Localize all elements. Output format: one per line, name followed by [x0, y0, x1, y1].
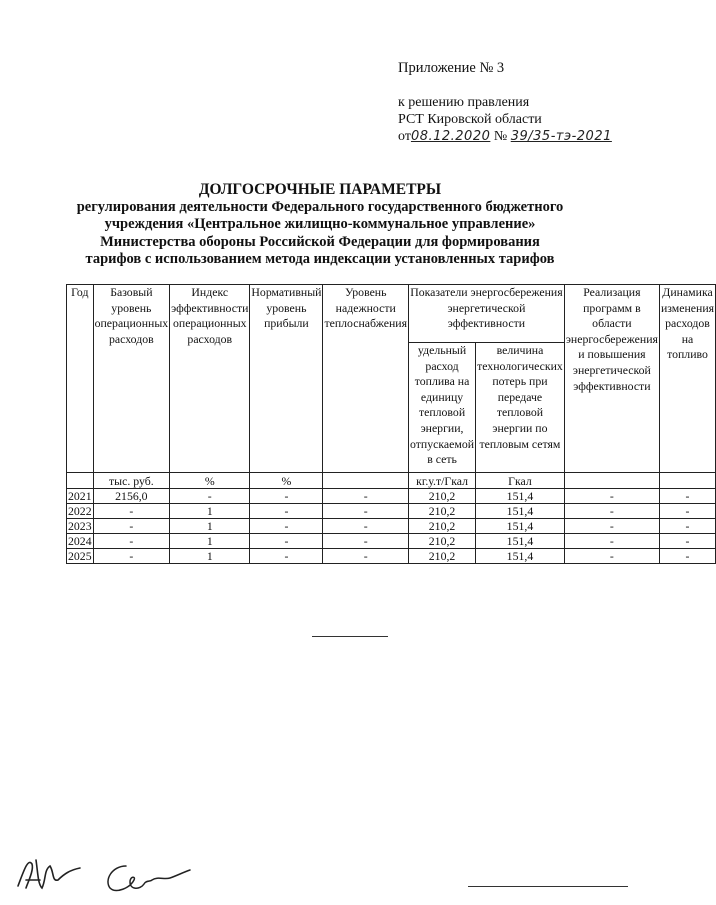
- document-title: [0, 181, 640, 269]
- unit-dynamics: [659, 473, 715, 489]
- table-row: [67, 489, 716, 504]
- table-row: [67, 519, 716, 534]
- cell-reliability: -: [323, 534, 409, 549]
- cell-dynamics: -: [659, 504, 715, 519]
- cell-loss: 151,4: [476, 549, 565, 564]
- title-line-1: ДОЛГОСРОЧНЫЕ ПАРАМЕТРЫ: [198, 181, 442, 198]
- cell-loss: 151,4: [476, 519, 565, 534]
- bottom-rule: [468, 886, 628, 887]
- header-energy-group: Показатели энергосбережения энергетической эффективности: [409, 285, 565, 343]
- unit-fuel: кг.у.т/Гкал: [409, 473, 476, 489]
- header-reliability: Уровень надежности теплоснабжения: [323, 285, 409, 473]
- cell-index: 1: [170, 504, 250, 519]
- cell-base: 2156,0: [93, 489, 170, 504]
- decision-reference: [398, 94, 612, 145]
- cell-dynamics: -: [659, 549, 715, 564]
- cell-programs: -: [564, 489, 659, 504]
- cell-norm: -: [250, 504, 323, 519]
- table-row: [67, 504, 716, 519]
- header-heat-losses: величина технологических потерь при передаче тепловой энергии по тепловым сетям: [476, 343, 565, 473]
- unit-loss: Гкал: [476, 473, 565, 489]
- decision-line-2: РСТ Кировской области: [398, 112, 542, 127]
- signature-1: [14, 850, 84, 894]
- cell-reliability: -: [323, 489, 409, 504]
- cell-fuel: 210,2: [409, 519, 476, 534]
- cell-fuel: 210,2: [409, 534, 476, 549]
- unit-index: %: [170, 473, 250, 489]
- unit-year: [67, 473, 94, 489]
- closing-divider: [312, 636, 388, 637]
- table-row: [67, 549, 716, 564]
- decision-date-line: [398, 128, 612, 145]
- signature-2: [100, 858, 192, 898]
- cell-index: 1: [170, 519, 250, 534]
- unit-reliability: [323, 473, 409, 489]
- cell-dynamics: -: [659, 519, 715, 534]
- cell-norm: -: [250, 519, 323, 534]
- table-row: [67, 534, 716, 549]
- cell-base: -: [93, 504, 170, 519]
- cell-fuel: 210,2: [409, 549, 476, 564]
- cell-programs: -: [564, 504, 659, 519]
- header-year: Год: [67, 285, 94, 473]
- unit-base: тыс. руб.: [93, 473, 170, 489]
- cell-reliability: -: [323, 519, 409, 534]
- number-prefix: №: [493, 129, 508, 144]
- cell-fuel: 210,2: [409, 489, 476, 504]
- cell-programs: -: [564, 534, 659, 549]
- cell-base: -: [93, 534, 170, 549]
- date-prefix: от: [398, 129, 411, 144]
- cell-index: 1: [170, 549, 250, 564]
- cell-norm: -: [250, 549, 323, 564]
- cell-fuel: 210,2: [409, 504, 476, 519]
- cell-reliability: -: [323, 549, 409, 564]
- header-programs: Реализация программ в области энергосбережения и повышения энергетической эффективности: [564, 285, 659, 473]
- cell-dynamics: -: [659, 489, 715, 504]
- cell-year: 2025: [68, 548, 92, 563]
- title-line-4: Министерства обороны Российской Федерации для формирования: [100, 233, 540, 250]
- cell-year: 2024: [68, 533, 92, 548]
- cell-dynamics: -: [659, 534, 715, 549]
- cell-programs: -: [564, 519, 659, 534]
- cell-norm: -: [250, 489, 323, 504]
- cell-programs: -: [564, 549, 659, 564]
- appendix-number: Приложение № 3: [398, 60, 505, 76]
- cell-loss: 151,4: [476, 504, 565, 519]
- cell-norm: -: [250, 534, 323, 549]
- cell-loss: 151,4: [476, 534, 565, 549]
- title-line-3: учреждения «Центральное жилищно-коммунальное управление»: [104, 216, 536, 232]
- cell-index: 1: [170, 534, 250, 549]
- unit-programs: [564, 473, 659, 489]
- decision-number: 39/35-тэ-2021: [510, 129, 612, 144]
- header-normative-profit: Нормативный уровень прибыли: [250, 285, 323, 473]
- cell-year: 2023: [68, 518, 92, 533]
- cell-loss: 151,4: [476, 489, 565, 504]
- cell-index: -: [170, 489, 250, 504]
- header-base-opex: Базовый уровень операционных расходов: [93, 285, 170, 473]
- cell-base: -: [93, 549, 170, 564]
- cell-reliability: -: [323, 504, 409, 519]
- cell-base: -: [93, 519, 170, 534]
- cell-year: 2021: [68, 488, 92, 503]
- header-fuel-dynamics: Динамика изменения расходов на топливо: [659, 285, 715, 473]
- table-header-row: [67, 285, 716, 343]
- decision-line-1: к решению правления: [398, 95, 530, 110]
- parameters-table: [66, 284, 716, 564]
- decision-date: 08.12.2020: [410, 129, 491, 144]
- title-line-2: регулирования деятельности Федерального государственного бюджетного: [76, 198, 564, 215]
- units-row: [67, 473, 716, 489]
- cell-year: 2022: [68, 503, 92, 518]
- unit-norm: %: [250, 473, 323, 489]
- title-line-5: тарифов с использованием метода индексации установленных тарифов: [85, 251, 555, 267]
- header-fuel-rate: удельный расход топлива на единицу тепловой энергии, отпускаемой в сеть: [409, 343, 476, 473]
- header-efficiency-index: Индекс эффективности операционных расходов: [170, 285, 250, 473]
